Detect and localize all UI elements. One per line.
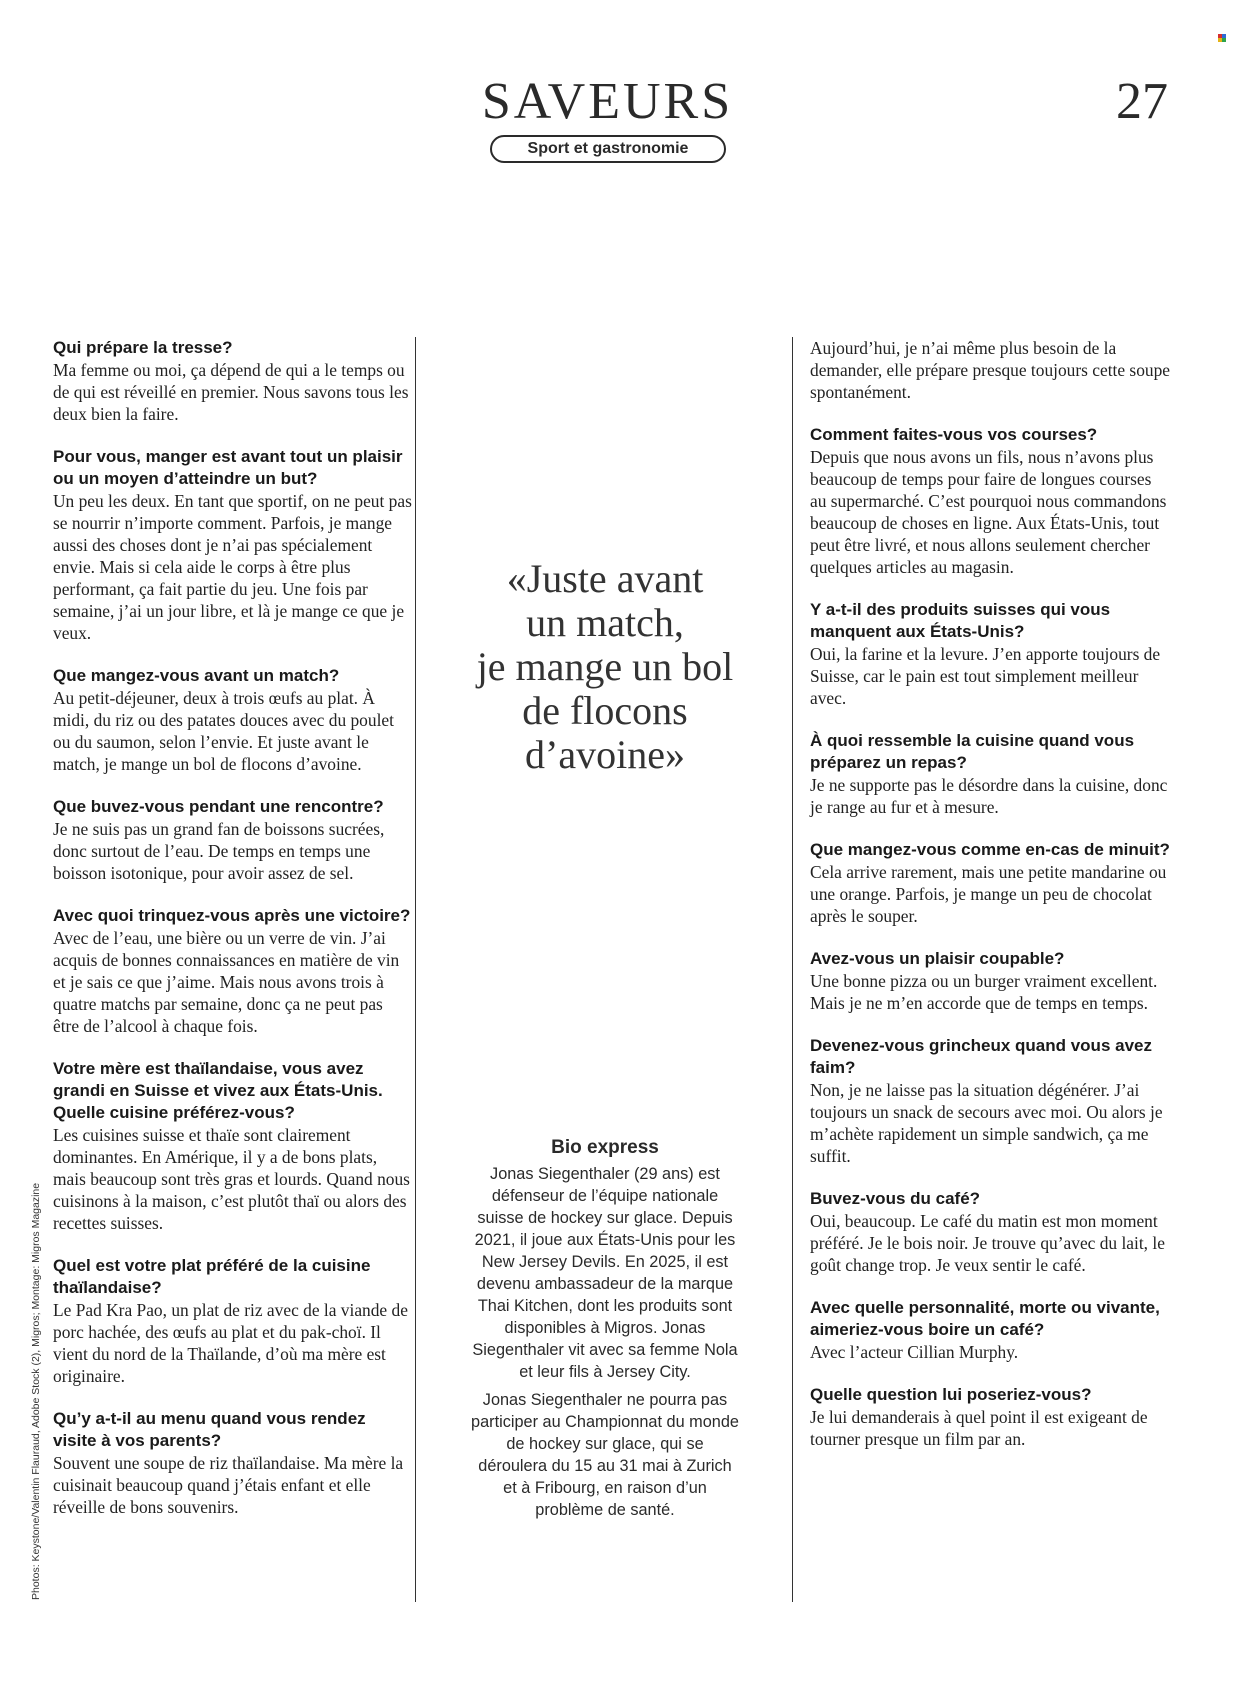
qa-item bbox=[810, 1297, 1172, 1363]
pull-quote-line: de flocons bbox=[522, 688, 688, 733]
answer: Au petit-déjeuner, deux à trois œufs au plat. À midi, du riz ou des patates douces avec du poulet ou du saumon, selon l’envie. Et juste avant le match, je mange un bol de flocons d’avoine. bbox=[53, 688, 394, 774]
qa-item bbox=[810, 948, 1172, 1014]
qa-item bbox=[810, 1384, 1172, 1450]
question: Que buvez-vous pendant une rencontre? bbox=[53, 797, 384, 816]
answer: Avec de l’eau, une bière ou un verre de vin. J’ai acquis de bonnes connaissances en matière de vin et je sais ce que j’aime. Mais nous avons trois à quatre matchs par semaine, donc ça ne peut pas être de l’alcool à chaque fois. bbox=[53, 928, 400, 1036]
logo-mark-icon bbox=[1218, 34, 1226, 42]
question: Avez-vous un plaisir coupable? bbox=[810, 949, 1065, 968]
right-column bbox=[810, 337, 1172, 1471]
question: Devenez-vous grincheux quand vous avez faim? bbox=[810, 1036, 1152, 1077]
qa-item bbox=[53, 905, 413, 1037]
qa-item bbox=[810, 424, 1172, 578]
question: Comment faites-vous vos courses? bbox=[810, 425, 1098, 444]
answer: Souvent une soupe de riz thaïlandaise. Ma mère la cuisinait beaucoup quand j’étais enfant et elle réveille de bons souvenirs. bbox=[53, 1453, 404, 1517]
bio-paragraph: Jonas Siegenthaler (29 ans) est défenseur de l’équipe nationale suisse de hockey sur glace. Depuis 2021, il joue aux États-Unis pour les New Jersey Devils. En 2025, il est devenu ambassadeur de la marque Thai Kitchen, dont les produits sont disponibles à Migros. Jonas Siegenthaler vit avec sa femme Nola et leur fils à Jersey City. bbox=[472, 1165, 738, 1381]
section-title: SAVEURS bbox=[481, 73, 734, 130]
question: Quel est votre plat préféré de la cuisine thaïlandaise? bbox=[53, 1256, 371, 1297]
answer: Depuis que nous avons un fils, nous n’avons plus beaucoup de temps pour faire de longues courses au supermarché. C’est pourquoi nous commandons beaucoup de choses en ligne. Aux États-Unis, tout peut être livré, et nous allons seulement chercher quelques articles au magasin. bbox=[810, 447, 1167, 577]
question: Qu’y a-t-il au menu quand vous rendez visite à vos parents? bbox=[53, 1409, 366, 1450]
answer: Une bonne pizza ou un burger vraiment excellent. Mais je ne m’en accorde que de temps en temps. bbox=[810, 971, 1158, 1013]
qa-item bbox=[53, 1058, 413, 1234]
answer: Le Pad Kra Pao, un plat de riz avec de la viande de porc hachée, des œufs au plat et du pak-choï. Il vient du nord de la Thaïlande, d’où ma mère est originaire. bbox=[53, 1300, 408, 1386]
question: Pour vous, manger est avant tout un plaisir ou un moyen d’atteindre un but? bbox=[53, 447, 403, 488]
question: Votre mère est thaïlandaise, vous avez grandi en Suisse et vivez aux États-Unis. Quelle cuisine préférez-vous? bbox=[53, 1059, 383, 1122]
qa-item bbox=[810, 599, 1172, 709]
qa-item bbox=[53, 796, 413, 884]
answer: Les cuisines suisse et thaïe sont clairement dominantes. En Amérique, il y a de bons plats, mais beaucoup sont très gras et lourds. Quand nous cuisinons à la maison, c’est plutôt thaï ou alors des recettes suisses. bbox=[53, 1125, 410, 1233]
qa-item bbox=[810, 839, 1172, 927]
answer: Cela arrive rarement, mais une petite mandarine ou une orange. Parfois, je mange un peu de chocolat après le souper. bbox=[810, 862, 1167, 926]
lead-paragraph: Aujourd’hui, je n’ai même plus besoin de la demander, elle prépare presque toujours cette soupe spontanément. bbox=[810, 338, 1171, 402]
answer: Avec l’acteur Cillian Murphy. bbox=[810, 1342, 1019, 1362]
pull-quote-line: «Juste avant bbox=[506, 556, 704, 601]
qa-item bbox=[53, 1255, 413, 1387]
question: Que mangez-vous avant un match? bbox=[53, 666, 340, 685]
question: Buvez-vous du café? bbox=[810, 1189, 981, 1208]
rubric-badge: Sport et gastronomie bbox=[490, 135, 726, 163]
qa-item bbox=[53, 337, 413, 425]
answer: Je ne supporte pas le désordre dans la cuisine, donc je range au fur et à mesure. bbox=[810, 775, 1168, 817]
qa-item bbox=[53, 665, 413, 775]
pull-quote-line: un match, bbox=[526, 600, 684, 645]
left-column bbox=[53, 337, 413, 1539]
bio-box bbox=[470, 1135, 740, 1527]
question: Que mangez-vous comme en-cas de minuit? bbox=[810, 840, 1170, 859]
question: Quelle question lui poseriez-vous? bbox=[810, 1385, 1092, 1404]
answer: Oui, beaucoup. Le café du matin est mon moment préféré. Je le bois noir. Je trouve qu’avec du lait, le goût change trop. Je veux sentir le café. bbox=[810, 1211, 1165, 1275]
bio-title: Bio express bbox=[551, 1137, 659, 1158]
bio-paragraph: Jonas Siegenthaler ne pourra pas participer au Championnat du monde de hockey sur glace, qui se déroulera du 15 au 31 mai à Zurich et à Fribourg, en raison d’un problème de santé. bbox=[471, 1391, 739, 1519]
question: À quoi ressemble la cuisine quand vous préparez un repas? bbox=[810, 731, 1135, 772]
answer: Oui, la farine et la levure. J’en apporte toujours de Suisse, car le pain est tout simplement meilleur avec. bbox=[810, 644, 1161, 708]
answer: Je ne suis pas un grand fan de boissons sucrées, donc surtout de l’eau. De temps en temps une boisson isotonique, pour avoir assez de sel. bbox=[53, 819, 385, 883]
page-number: 27 bbox=[1116, 73, 1168, 130]
qa-item bbox=[810, 730, 1172, 818]
qa-item bbox=[53, 446, 413, 644]
question: Qui prépare la tresse? bbox=[53, 338, 233, 357]
pull-quote-line: d’avoine» bbox=[525, 732, 685, 777]
column-divider-left bbox=[415, 337, 416, 1602]
qa-item bbox=[810, 1188, 1172, 1276]
qa-item bbox=[53, 1408, 413, 1518]
pull-quote-line: je mange un bol bbox=[476, 644, 734, 689]
answer: Un peu les deux. En tant que sportif, on ne peut pas se nourrir n’importe comment. Parfois, je mange aussi des choses dont je n’ai pas spécialement envie. Mais si cela aide le corps à être plus performant, ça fait partie du jeu. Une fois par semaine, j’ai un jour libre, et là je mange ce que je veux. bbox=[53, 491, 412, 643]
qa-item bbox=[810, 1035, 1172, 1167]
question: Avec quelle personnalité, morte ou vivante, aimeriez-vous boire un café? bbox=[810, 1298, 1160, 1339]
question: Y a-t-il des produits suisses qui vous manquent aux États-Unis? bbox=[810, 600, 1111, 641]
answer: Non, je ne laisse pas la situation dégénérer. J’ai toujours un snack de secours avec moi. Ou alors je m’achète rapidement un simple sandwich, ça me suffit. bbox=[810, 1080, 1163, 1166]
question: Avec quoi trinquez-vous après une victoire? bbox=[53, 906, 411, 925]
photo-credit: Photos: Keystone/Valentin Flauraud, Adobe Stock (2), Migros; Montage: Migros Magazine bbox=[30, 1182, 42, 1600]
pull-quote bbox=[455, 557, 755, 777]
answer: Ma femme ou moi, ça dépend de qui a le temps ou de qui est réveillé en premier. Nous savons tous les deux bien la faire. bbox=[53, 360, 409, 424]
answer: Je lui demanderais à quel point il est exigeant de tourner presque un film par an. bbox=[810, 1407, 1148, 1449]
column-divider-right bbox=[792, 337, 793, 1602]
